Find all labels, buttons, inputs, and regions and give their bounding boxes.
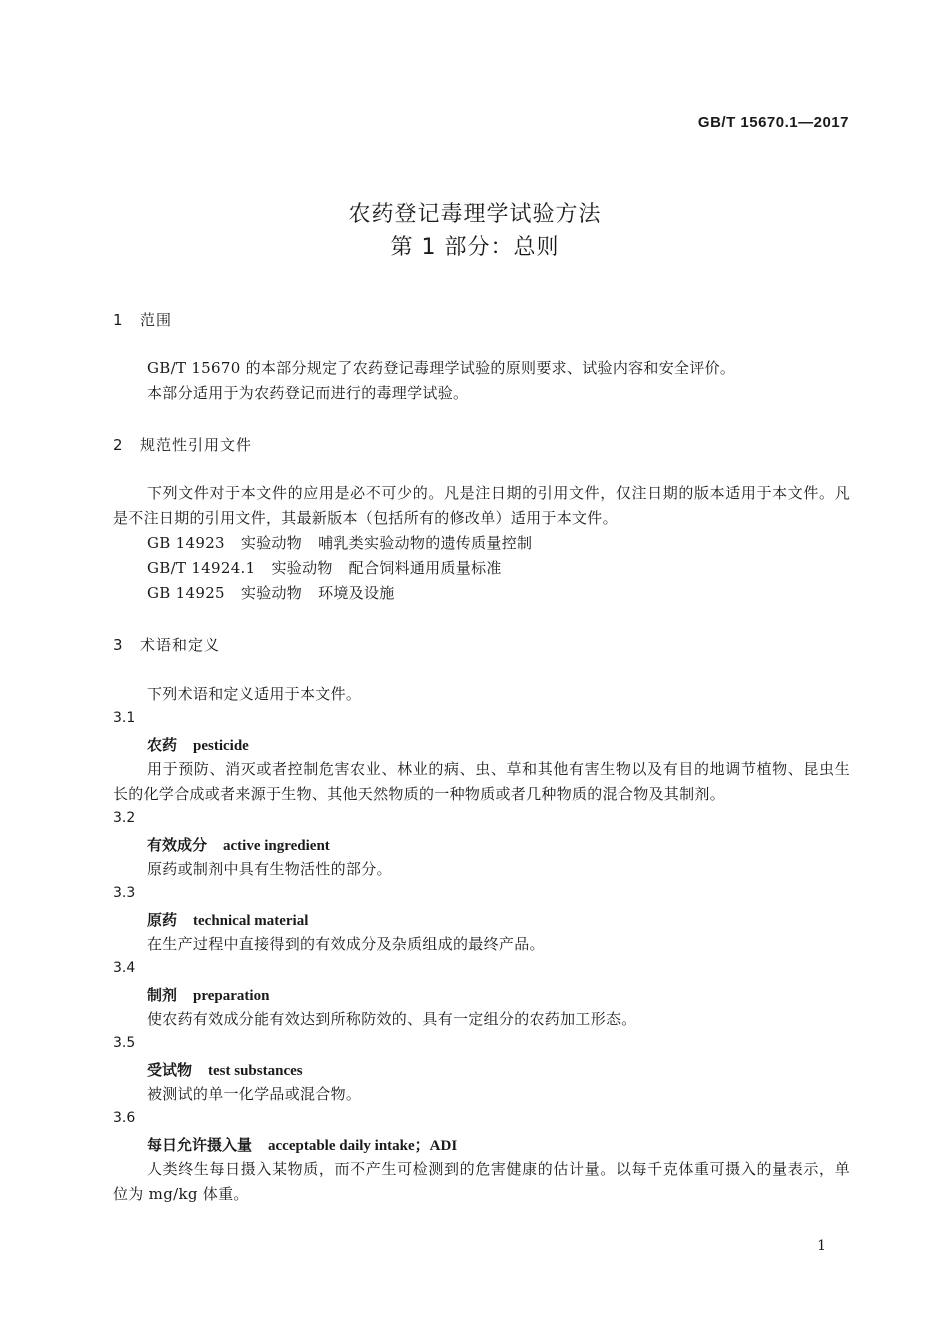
- section-title: 范围: [140, 311, 173, 329]
- reference-code: GB/T 14924.1: [147, 559, 256, 577]
- reference-title: 哺乳类实验动物的遗传质量控制: [318, 534, 533, 552]
- paragraph: 下列术语和定义适用于本文件。: [147, 685, 362, 703]
- reference-part: 实验动物: [240, 534, 303, 552]
- reference-code: GB 14925: [147, 584, 225, 602]
- term-entry: [147, 909, 308, 930]
- term-number: 3.3: [113, 885, 136, 901]
- reference-item: [147, 557, 518, 578]
- reference-title: 环境及设施: [318, 584, 395, 602]
- section-number: 3: [113, 636, 124, 654]
- document-title: 农药登记毒理学试验方法: [348, 202, 602, 227]
- section-heading-scope: [113, 309, 172, 330]
- term-en: technical material: [193, 913, 309, 929]
- page-number: 1: [817, 1238, 826, 1254]
- term-number: 3.1: [113, 710, 136, 726]
- standard-code: GB/T 15670.1—2017: [697, 114, 849, 131]
- term-en: test substances: [208, 1063, 303, 1079]
- term-number: 3.2: [113, 810, 136, 826]
- term-en: active ingredient: [223, 838, 330, 854]
- section-number: 1: [113, 311, 124, 329]
- term-zh: 有效成分: [147, 836, 208, 854]
- section-title: 术语和定义: [140, 636, 221, 654]
- paragraph: 下列文件对于本文件的应用是必不可少的。凡是注日期的引用文件，仅注日期的版本适用于本文件。凡是不注日期的引用文件，其最新版本（包括所有的修改单）适用于本文件。: [113, 484, 850, 527]
- term-definition: 人类终生每日摄入某物质，而不产生可检测到的危害健康的估计量。以每千克体重可摄入的量表示，单位为 mg/kg 体重。: [113, 1160, 850, 1203]
- term-definition: 被测试的单一化学品或混合物。: [147, 1085, 362, 1103]
- term-en: preparation: [193, 988, 270, 1004]
- section-heading-normative-references: [113, 434, 252, 455]
- section-heading-terms-and-definitions: [113, 634, 220, 655]
- term-number: 3.4: [113, 960, 136, 976]
- reference-title: 配合饲料通用质量标准: [348, 559, 502, 577]
- term-en: acceptable daily intake；ADI: [268, 1138, 458, 1154]
- term-entry: [147, 834, 330, 855]
- section-title: 规范性引用文件: [140, 436, 253, 454]
- paragraph: 本部分适用于为农药登记而进行的毒理学试验。: [147, 384, 469, 402]
- term-definition: 原药或制剂中具有生物活性的部分。: [147, 860, 392, 878]
- term-zh: 受试物: [147, 1061, 193, 1079]
- paragraph: GB/T 15670 的本部分规定了农药登记毒理学试验的原则要求、试验内容和安全评价。: [147, 359, 736, 377]
- term-entry: [147, 984, 269, 1005]
- reference-part: 实验动物: [240, 584, 303, 602]
- term-zh: 制剂: [147, 986, 178, 1004]
- term-number: 3.6: [113, 1110, 136, 1126]
- document-subtitle: 第 1 部分：总则: [390, 235, 560, 260]
- term-en: pesticide: [193, 738, 249, 754]
- term-entry: [147, 734, 249, 755]
- term-entry: [147, 1059, 303, 1080]
- reference-item: [147, 532, 548, 553]
- term-zh: 原药: [147, 911, 178, 929]
- term-zh: 农药: [147, 736, 178, 754]
- term-definition: 在生产过程中直接得到的有效成分及杂质组成的最终产品。: [147, 935, 545, 953]
- section-number: 2: [113, 436, 124, 454]
- reference-item: [147, 582, 411, 603]
- term-definition: 使农药有效成分能有效达到所称防效的、具有一定组分的农药加工形态。: [147, 1010, 637, 1028]
- term-entry: [147, 1134, 457, 1155]
- term-number: 3.5: [113, 1035, 136, 1051]
- term-zh: 每日允许摄入量: [147, 1136, 253, 1154]
- term-definition: 用于预防、消灭或者控制危害农业、林业的病、虫、草和其他有害生物以及有目的地调节植物、昆虫生长的化学合成或者来源于生物、其他天然物质的一种物质或者几种物质的混合物及其制剂。: [113, 760, 850, 803]
- reference-part: 实验动物: [271, 559, 333, 577]
- reference-code: GB 14923: [147, 534, 225, 552]
